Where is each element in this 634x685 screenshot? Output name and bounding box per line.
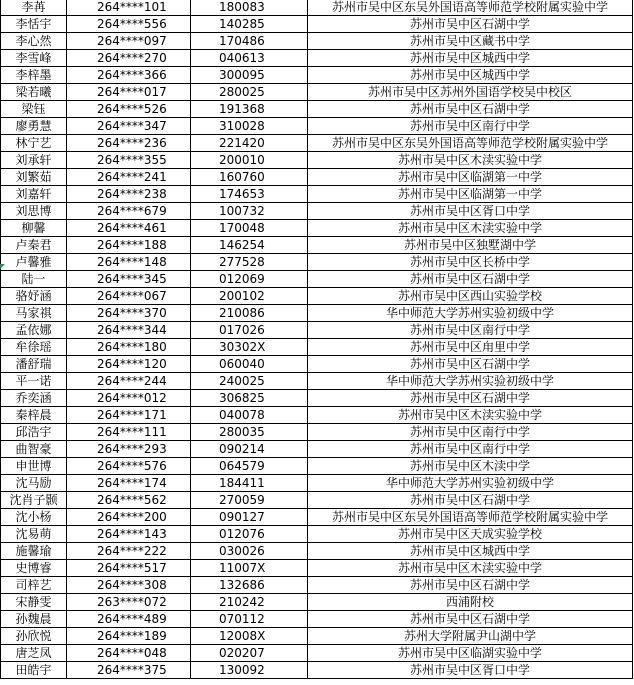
table-row bbox=[1, 611, 633, 628]
name-cell[interactable]: 邱浩宇 bbox=[1, 424, 67, 441]
school-cell[interactable]: 华中师范大学苏州实验初级中学 bbox=[308, 373, 633, 390]
name-cell[interactable]: 李心然 bbox=[1, 33, 67, 50]
school-cell[interactable]: 苏州市吴中区木渎实验中学 bbox=[308, 560, 633, 577]
id-cell[interactable]: 264****347 bbox=[67, 118, 191, 135]
table-row bbox=[1, 492, 633, 509]
code-cell[interactable]: 132686 bbox=[191, 577, 308, 594]
school-cell[interactable]: 苏州市吴中区临湖实验中学 bbox=[308, 645, 633, 662]
school-cell[interactable]: 苏州市吴中区石湖中学 bbox=[308, 390, 633, 407]
table-row bbox=[1, 84, 633, 101]
table-row bbox=[1, 50, 633, 67]
school-cell[interactable]: 苏州市吴中区苏州外国语学校吴中校区 bbox=[308, 84, 633, 101]
id-cell[interactable]: 264****366 bbox=[67, 67, 191, 84]
code-cell[interactable]: 070112 bbox=[191, 611, 308, 628]
table-row bbox=[1, 220, 633, 237]
name-cell[interactable]: 廖勇慧 bbox=[1, 118, 67, 135]
code-cell[interactable]: 090127 bbox=[191, 509, 308, 526]
name-cell[interactable]: 沈小杨 bbox=[1, 509, 67, 526]
id-cell[interactable]: 264****526 bbox=[67, 101, 191, 118]
name-cell[interactable]: 骆妤涵 bbox=[1, 288, 67, 305]
school-cell[interactable]: 苏州市吴中区临湖第一中学 bbox=[308, 186, 633, 203]
id-cell[interactable]: 264****017 bbox=[67, 84, 191, 101]
name-cell[interactable]: 孟依娜 bbox=[1, 322, 67, 339]
id-cell[interactable]: 264****067 bbox=[67, 288, 191, 305]
id-cell[interactable]: 264****236 bbox=[67, 135, 191, 152]
table-row bbox=[1, 135, 633, 152]
school-cell[interactable]: 苏州市吴中区城西中学 bbox=[308, 67, 633, 84]
table-row bbox=[1, 288, 633, 305]
code-cell[interactable]: 012076 bbox=[191, 526, 308, 543]
school-cell[interactable]: 苏州市吴中区木渎实验中学 bbox=[308, 407, 633, 424]
code-cell[interactable]: 030026 bbox=[191, 543, 308, 560]
code-cell[interactable]: 012069 bbox=[191, 271, 308, 288]
id-cell[interactable]: 264****293 bbox=[67, 441, 191, 458]
table-row bbox=[1, 254, 633, 271]
school-cell[interactable]: 苏州市吴中区藏书中学 bbox=[308, 33, 633, 50]
name-cell[interactable]: 李梓墨 bbox=[1, 67, 67, 84]
school-cell[interactable]: 苏州市吴中区独墅湖中学 bbox=[308, 237, 633, 254]
code-cell[interactable]: 200102 bbox=[191, 288, 308, 305]
code-cell[interactable]: 060040 bbox=[191, 356, 308, 373]
id-cell[interactable]: 264****489 bbox=[67, 611, 191, 628]
table-row bbox=[1, 577, 633, 594]
name-cell[interactable]: 孙欣悦 bbox=[1, 628, 67, 645]
name-cell[interactable]: 平一诺 bbox=[1, 373, 67, 390]
id-cell[interactable]: 264****270 bbox=[67, 50, 191, 67]
code-cell[interactable]: 140285 bbox=[191, 16, 308, 33]
id-cell[interactable]: 264****576 bbox=[67, 458, 191, 475]
table-row bbox=[1, 0, 633, 16]
name-cell[interactable]: 潘舒瑞 bbox=[1, 356, 67, 373]
code-cell[interactable]: 130092 bbox=[191, 662, 308, 679]
school-cell[interactable]: 苏州市吴中区南行中学 bbox=[308, 118, 633, 135]
school-cell[interactable]: 苏州市吴中区东吴外国语高等师范学校附属实验中学 bbox=[308, 135, 633, 152]
code-cell[interactable]: 100732 bbox=[191, 203, 308, 220]
table-row bbox=[1, 458, 633, 475]
code-cell[interactable]: 280035 bbox=[191, 424, 308, 441]
table-row bbox=[1, 645, 633, 662]
id-cell[interactable]: 264****171 bbox=[67, 407, 191, 424]
name-cell[interactable]: 卢馨雅 bbox=[1, 254, 67, 271]
code-cell[interactable]: 064579 bbox=[191, 458, 308, 475]
table-row bbox=[1, 594, 633, 611]
code-cell[interactable]: 170048 bbox=[191, 220, 308, 237]
school-cell[interactable]: 苏州市吴中区胥口中学 bbox=[308, 662, 633, 679]
id-cell[interactable]: 264****344 bbox=[67, 322, 191, 339]
name-cell[interactable]: 田皓宇 bbox=[1, 662, 67, 679]
name-cell[interactable]: 沈马励 bbox=[1, 475, 67, 492]
id-cell[interactable]: 264****222 bbox=[67, 543, 191, 560]
code-cell[interactable]: 280025 bbox=[191, 84, 308, 101]
name-cell[interactable]: 卢秦君 bbox=[1, 237, 67, 254]
table-row bbox=[1, 322, 633, 339]
table-row bbox=[1, 118, 633, 135]
table-row bbox=[1, 373, 633, 390]
id-cell[interactable]: 264****556 bbox=[67, 16, 191, 33]
id-cell[interactable]: 264****355 bbox=[67, 152, 191, 169]
school-cell[interactable]: 苏州市吴中区临湖第一中学 bbox=[308, 169, 633, 186]
code-cell[interactable]: 200010 bbox=[191, 152, 308, 169]
code-cell[interactable]: 11007X bbox=[191, 560, 308, 577]
id-cell[interactable]: 264****188 bbox=[67, 237, 191, 254]
table-row bbox=[1, 475, 633, 492]
name-cell[interactable]: 刘思博 bbox=[1, 203, 67, 220]
code-cell[interactable]: 040613 bbox=[191, 50, 308, 67]
name-cell[interactable]: 刘嘉轩 bbox=[1, 186, 67, 203]
table-row bbox=[1, 526, 633, 543]
table-row bbox=[1, 67, 633, 84]
name-cell[interactable]: 沈肖子颢 bbox=[1, 492, 67, 509]
school-cell[interactable]: 苏州市吴中区西山实验学校 bbox=[308, 288, 633, 305]
school-cell[interactable]: 苏州市吴中区石湖中学 bbox=[308, 492, 633, 509]
code-cell[interactable]: 277528 bbox=[191, 254, 308, 271]
name-cell[interactable]: 柳馨 bbox=[1, 220, 67, 237]
code-cell[interactable]: 090214 bbox=[191, 441, 308, 458]
name-cell[interactable]: 梁若曦 bbox=[1, 84, 67, 101]
code-cell[interactable]: 180083 bbox=[191, 0, 308, 16]
table-row bbox=[1, 203, 633, 220]
school-cell[interactable]: 苏州市吴中区天成实验学校 bbox=[308, 526, 633, 543]
id-cell[interactable]: 264****180 bbox=[67, 339, 191, 356]
table-row bbox=[1, 441, 633, 458]
code-cell[interactable]: 221420 bbox=[191, 135, 308, 152]
id-cell[interactable]: 264****120 bbox=[67, 356, 191, 373]
name-cell[interactable]: 林宁艺 bbox=[1, 135, 67, 152]
table-row bbox=[1, 356, 633, 373]
school-cell[interactable]: 苏州市吴中区甪里中学 bbox=[308, 339, 633, 356]
name-cell[interactable]: 陆一 bbox=[1, 271, 67, 288]
cell-marker-triangle bbox=[0, 264, 5, 269]
school-cell[interactable]: 苏州市吴中区石湖中学 bbox=[308, 577, 633, 594]
name-cell[interactable]: 梁钰 bbox=[1, 101, 67, 118]
id-cell[interactable]: 264****101 bbox=[67, 0, 191, 16]
name-cell[interactable]: 秦梓晨 bbox=[1, 407, 67, 424]
table-row bbox=[1, 339, 633, 356]
id-cell[interactable]: 264****048 bbox=[67, 645, 191, 662]
name-cell[interactable]: 孙魏晨 bbox=[1, 611, 67, 628]
id-cell[interactable]: 264****174 bbox=[67, 475, 191, 492]
id-cell[interactable]: 264****111 bbox=[67, 424, 191, 441]
code-cell[interactable]: 160760 bbox=[191, 169, 308, 186]
id-cell[interactable]: 264****679 bbox=[67, 203, 191, 220]
table-row bbox=[1, 509, 633, 526]
school-cell[interactable]: 华中师范大学苏州实验初级中学 bbox=[308, 475, 633, 492]
school-cell[interactable]: 苏州市吴中区木渎实验中学 bbox=[308, 152, 633, 169]
school-cell[interactable]: 苏州市吴中区东吴外国语高等师范学校附属实验中学 bbox=[308, 509, 633, 526]
code-cell[interactable]: 306825 bbox=[191, 390, 308, 407]
name-cell[interactable]: 司梓艺 bbox=[1, 577, 67, 594]
name-cell[interactable]: 宋静雯 bbox=[1, 594, 67, 611]
code-cell[interactable]: 174653 bbox=[191, 186, 308, 203]
table-row bbox=[1, 271, 633, 288]
code-cell[interactable]: 210242 bbox=[191, 594, 308, 611]
table-row bbox=[1, 560, 633, 577]
id-cell[interactable]: 264****097 bbox=[67, 33, 191, 50]
name-cell[interactable]: 曲智豪 bbox=[1, 441, 67, 458]
id-cell[interactable]: 264****143 bbox=[67, 526, 191, 543]
school-cell[interactable]: 苏州市吴中区城西中学 bbox=[308, 543, 633, 560]
id-cell[interactable]: 264****012 bbox=[67, 390, 191, 407]
code-cell[interactable]: 020207 bbox=[191, 645, 308, 662]
code-cell[interactable]: 240025 bbox=[191, 373, 308, 390]
code-cell[interactable]: 191368 bbox=[191, 101, 308, 118]
table-row bbox=[1, 186, 633, 203]
school-cell[interactable]: 苏州市吴中区胥口中学 bbox=[308, 203, 633, 220]
name-cell[interactable]: 乔奕涵 bbox=[1, 390, 67, 407]
school-cell[interactable]: 华中师范大学苏州实验初级中学 bbox=[308, 305, 633, 322]
code-cell[interactable]: 210086 bbox=[191, 305, 308, 322]
name-cell[interactable]: 牟徐瑶 bbox=[1, 339, 67, 356]
code-cell[interactable]: 017026 bbox=[191, 322, 308, 339]
id-cell[interactable]: 264****562 bbox=[67, 492, 191, 509]
table-row bbox=[1, 390, 633, 407]
school-cell[interactable]: 苏州市吴中区石湖中学 bbox=[308, 16, 633, 33]
school-cell[interactable]: 苏州市吴中区长桥中学 bbox=[308, 254, 633, 271]
id-cell[interactable]: 264****200 bbox=[67, 509, 191, 526]
table-row bbox=[1, 101, 633, 118]
code-cell[interactable]: 30302X bbox=[191, 339, 308, 356]
id-cell[interactable]: 264****370 bbox=[67, 305, 191, 322]
table-row bbox=[1, 662, 633, 679]
table-row bbox=[1, 33, 633, 50]
school-cell[interactable]: 苏州市吴中区木渎实验中学 bbox=[308, 220, 633, 237]
id-cell[interactable]: 264****308 bbox=[67, 577, 191, 594]
id-cell[interactable]: 264****238 bbox=[67, 186, 191, 203]
table-row bbox=[1, 407, 633, 424]
id-cell[interactable]: 264****189 bbox=[67, 628, 191, 645]
table-body bbox=[1, 0, 633, 679]
code-cell[interactable]: 270059 bbox=[191, 492, 308, 509]
name-cell[interactable]: 李雪峰 bbox=[1, 50, 67, 67]
table-row bbox=[1, 237, 633, 254]
table-row bbox=[1, 424, 633, 441]
school-cell[interactable]: 苏州市吴中区木渎中学 bbox=[308, 458, 633, 475]
id-cell[interactable]: 263****072 bbox=[67, 594, 191, 611]
name-cell[interactable]: 沈易萌 bbox=[1, 526, 67, 543]
school-cell[interactable]: 苏州市吴中区南行中学 bbox=[308, 322, 633, 339]
school-cell[interactable]: 苏州市吴中区南行中学 bbox=[308, 441, 633, 458]
code-cell[interactable]: 040078 bbox=[191, 407, 308, 424]
school-cell[interactable]: 苏州市吴中区石湖中学 bbox=[308, 611, 633, 628]
table-row bbox=[1, 169, 633, 186]
table-row bbox=[1, 16, 633, 33]
name-cell[interactable]: 李苒 bbox=[1, 0, 67, 16]
id-cell[interactable]: 264****461 bbox=[67, 220, 191, 237]
name-cell[interactable]: 刘繁茹 bbox=[1, 169, 67, 186]
name-cell[interactable]: 史博睿 bbox=[1, 560, 67, 577]
school-cell[interactable]: 苏州市吴中区石湖中学 bbox=[308, 101, 633, 118]
name-cell[interactable]: 刘承轩 bbox=[1, 152, 67, 169]
code-cell[interactable]: 310028 bbox=[191, 118, 308, 135]
school-cell[interactable]: 苏州市吴中区石湖中学 bbox=[308, 271, 633, 288]
code-cell[interactable]: 12008X bbox=[191, 628, 308, 645]
code-cell[interactable]: 300095 bbox=[191, 67, 308, 84]
table-row bbox=[1, 543, 633, 560]
school-cell[interactable]: 苏州大学附属尹山湖中学 bbox=[308, 628, 633, 645]
school-cell[interactable]: 苏州市吴中区城西中学 bbox=[308, 50, 633, 67]
id-cell[interactable]: 264****148 bbox=[67, 254, 191, 271]
table-row bbox=[1, 305, 633, 322]
school-cell[interactable]: 苏州市吴中区石湖中学 bbox=[308, 356, 633, 373]
name-cell[interactable]: 李恬宇 bbox=[1, 16, 67, 33]
school-cell[interactable]: 苏州市吴中区南行中学 bbox=[308, 424, 633, 441]
code-cell[interactable]: 146254 bbox=[191, 237, 308, 254]
id-cell[interactable]: 264****244 bbox=[67, 373, 191, 390]
id-cell[interactable]: 264****241 bbox=[67, 169, 191, 186]
code-cell[interactable]: 184411 bbox=[191, 475, 308, 492]
name-cell[interactable]: 施馨瑜 bbox=[1, 543, 67, 560]
table-row bbox=[1, 152, 633, 169]
name-cell[interactable]: 唐芝凤 bbox=[1, 645, 67, 662]
id-cell[interactable]: 264****345 bbox=[67, 271, 191, 288]
name-cell[interactable]: 申世博 bbox=[1, 458, 67, 475]
table-row bbox=[1, 628, 633, 645]
school-cell[interactable]: 苏州市吴中区东吴外国语高等师范学校附属实验中学 bbox=[308, 0, 633, 16]
id-cell[interactable]: 264****375 bbox=[67, 662, 191, 679]
name-cell[interactable]: 马家祺 bbox=[1, 305, 67, 322]
id-cell[interactable]: 264****517 bbox=[67, 560, 191, 577]
school-cell[interactable]: 西浦附校 bbox=[308, 594, 633, 611]
code-cell[interactable]: 170486 bbox=[191, 33, 308, 50]
